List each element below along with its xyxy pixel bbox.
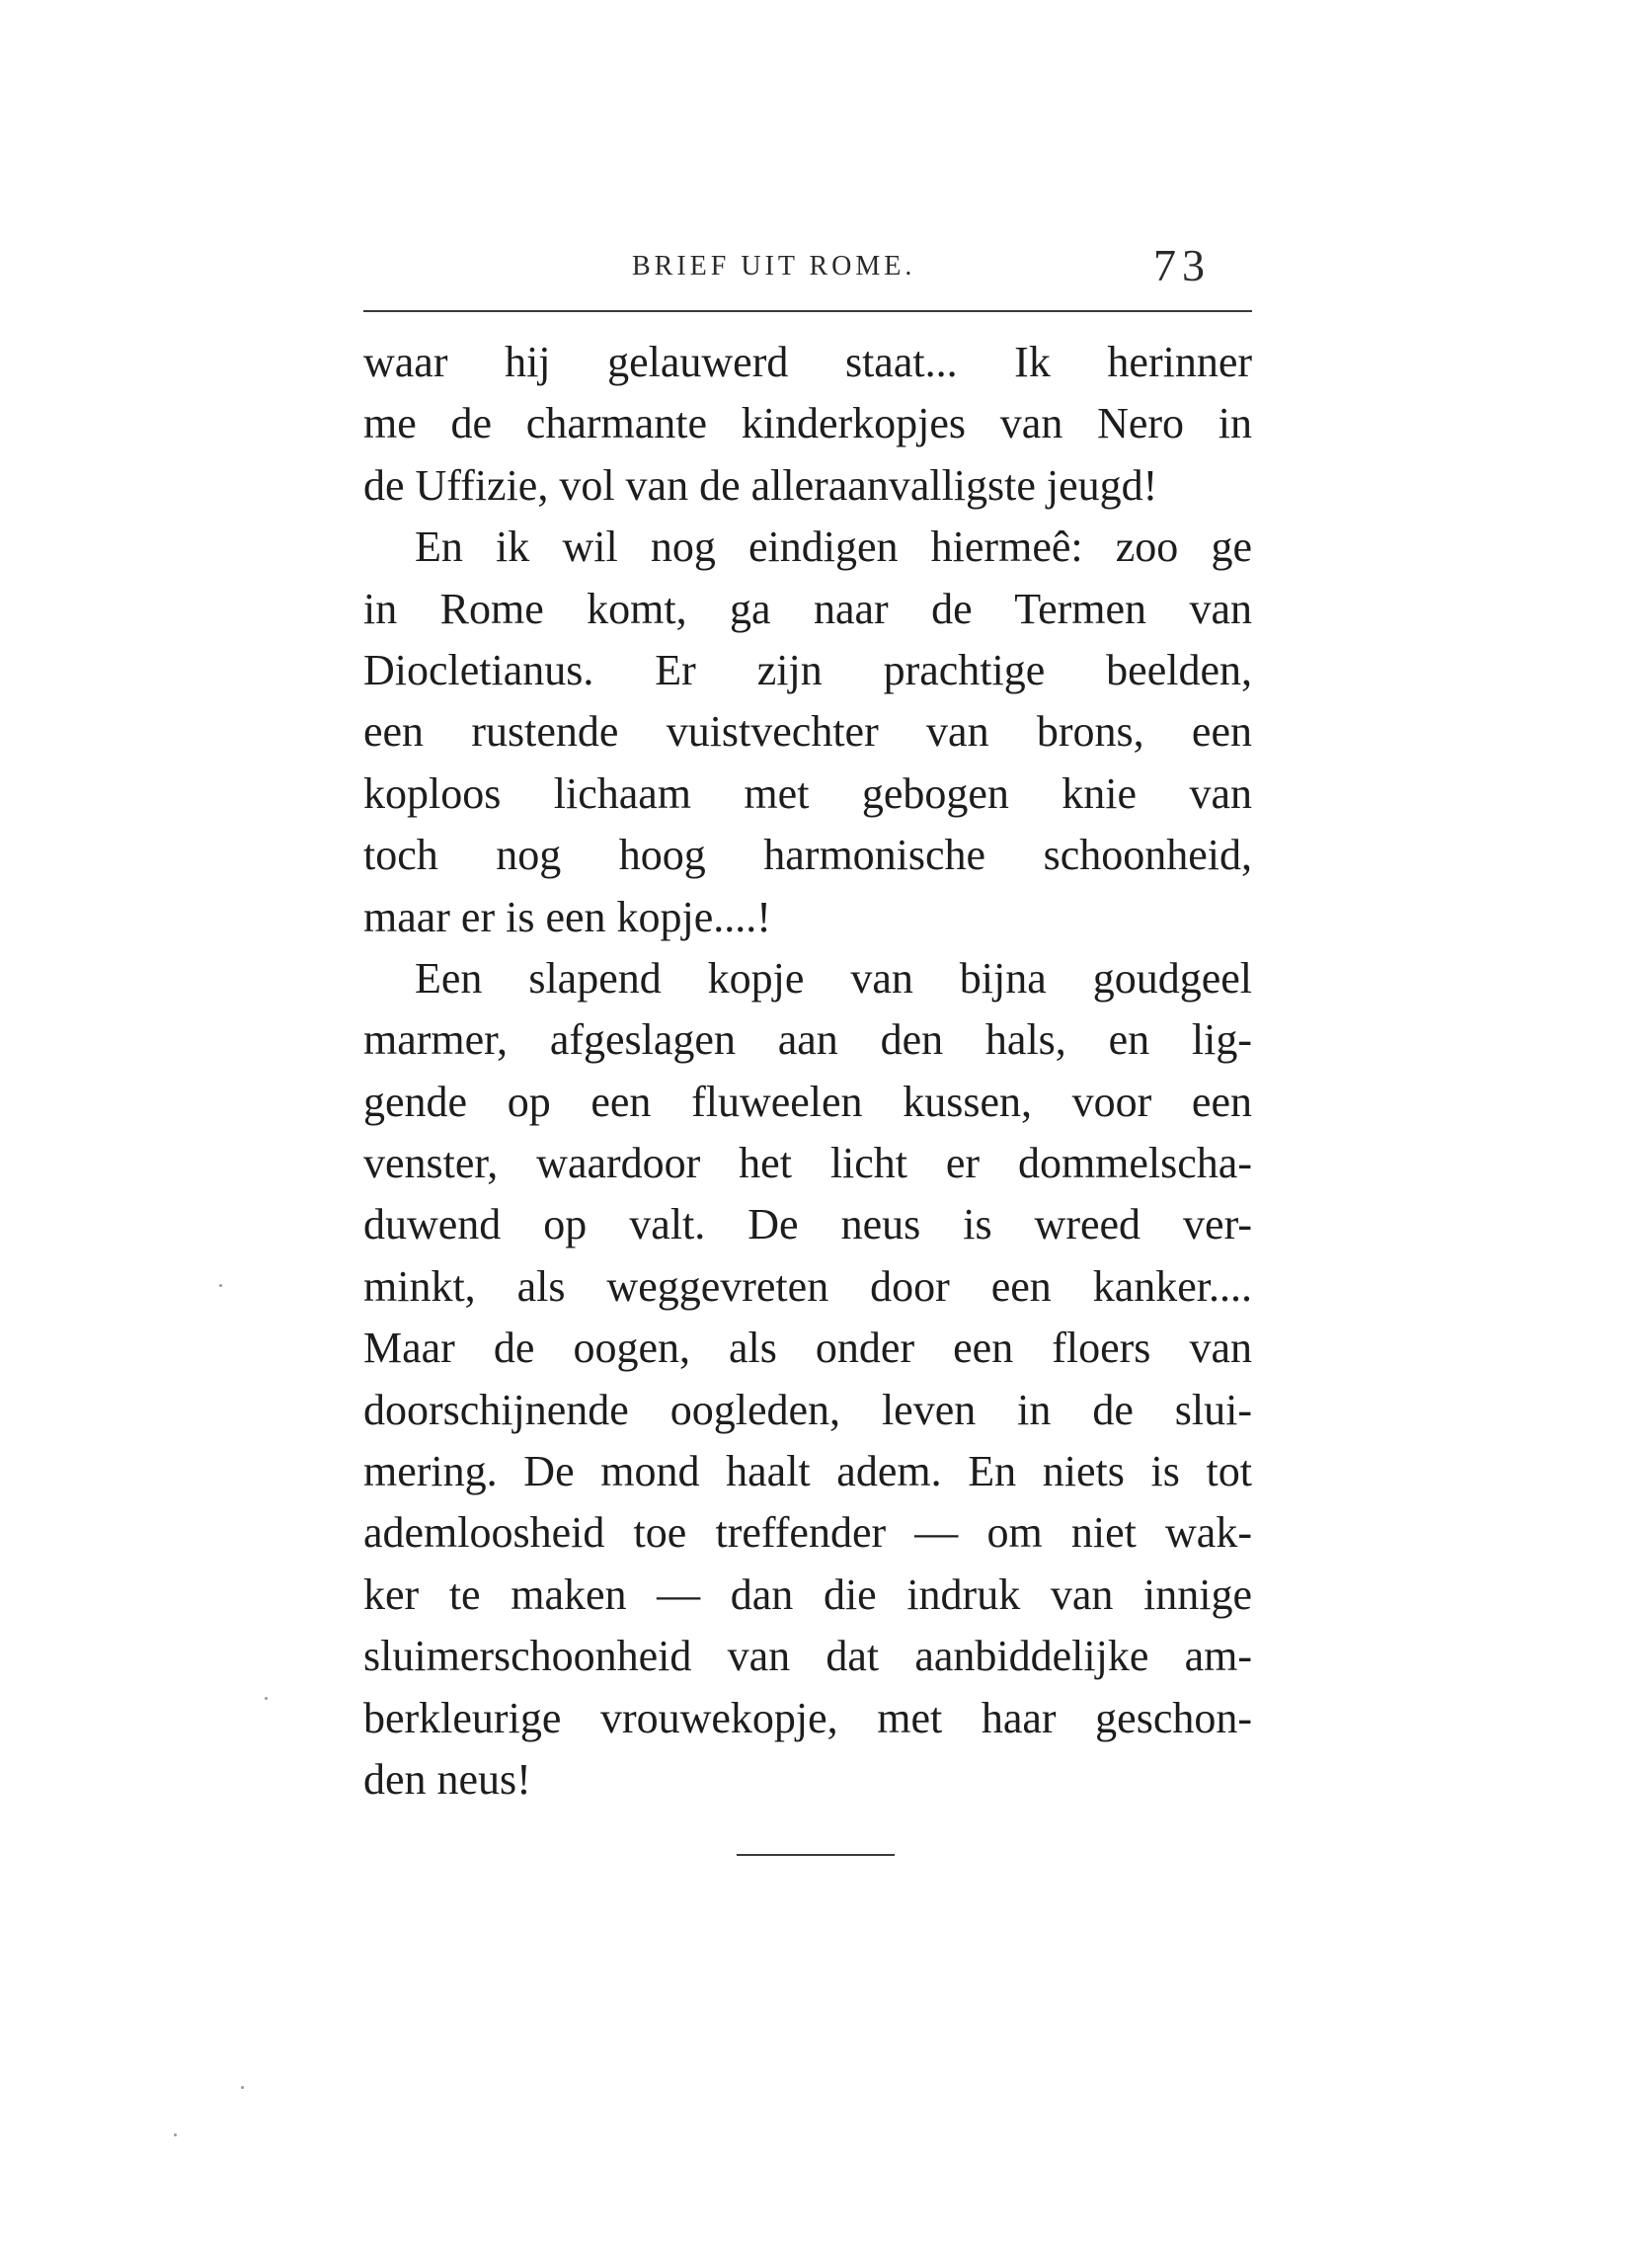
- text-line: Een slapend kopje van bijna goudgeel: [415, 953, 1252, 1003]
- text-line: Diocletianus. Er zijn prachtige beelden,: [363, 645, 1252, 694]
- text-line: maar er is een kopje....!: [363, 892, 771, 941]
- text-line: gende op een fluweelen kussen, voor een: [363, 1077, 1252, 1126]
- scan-speck: [265, 1697, 268, 1700]
- end-rule: [737, 1854, 895, 1856]
- text-line: den neus!: [363, 1754, 531, 1804]
- text-line: ademloosheid toe treffender — om niet wak-: [363, 1508, 1252, 1558]
- body-text: [363, 332, 1252, 1810]
- text-line: waar hij gelauwerd staat... Ik herinner: [363, 338, 1252, 386]
- page-number: 73: [1153, 240, 1211, 290]
- text-line: duwend op valt. De neus is wreed ver-: [363, 1200, 1252, 1249]
- scan-speck: [241, 2086, 244, 2089]
- text-line: de Uffizie, vol van de alleraanvalligste jeugd!: [363, 460, 1158, 510]
- text-line: mering. De mond haalt adem. En niets is tot: [363, 1447, 1252, 1496]
- text-line: venster, waardoor het licht er dommelscha-: [363, 1139, 1252, 1188]
- scan-speck: [174, 2133, 177, 2136]
- text-line: een rustende vuistvechter van brons, een: [363, 707, 1252, 757]
- scan-speck: [219, 1284, 222, 1287]
- text-line: En ik wil nog eindigen hiermeê: zoo ge: [415, 523, 1252, 572]
- text-line: doorschijnende oogleden, leven in de slui-: [363, 1385, 1252, 1434]
- running-title: BRIEF UIT ROME.: [632, 251, 916, 282]
- text-line: me de charmante kinderkopjes van Nero in: [363, 399, 1252, 448]
- text-line: toch nog hoog harmonische schoonheid,: [363, 831, 1252, 880]
- text-line: koploos lichaam met gebogen knie van: [363, 768, 1252, 818]
- text-line: Maar de oogen, als onder een floers van: [363, 1324, 1252, 1373]
- text-line: in Rome komt, ga naar de Termen van: [363, 584, 1252, 633]
- text-line: minkt, als weggevreten door een kanker....: [363, 1261, 1252, 1311]
- paragraph-1: [363, 332, 1252, 517]
- text-line: ker te maken — dan die indruk van innige: [363, 1569, 1252, 1619]
- text-line: sluimerschoonheid van dat aanbiddelijke am-: [363, 1632, 1252, 1681]
- paragraph-2: [363, 517, 1252, 948]
- text-line: berkleurige vrouwekopje, met haar geschon-: [363, 1693, 1252, 1742]
- text-line: marmer, afgeslagen aan den hals, en lig-: [363, 1015, 1252, 1065]
- paragraph-3: [363, 948, 1252, 1810]
- header-rule: [363, 310, 1252, 312]
